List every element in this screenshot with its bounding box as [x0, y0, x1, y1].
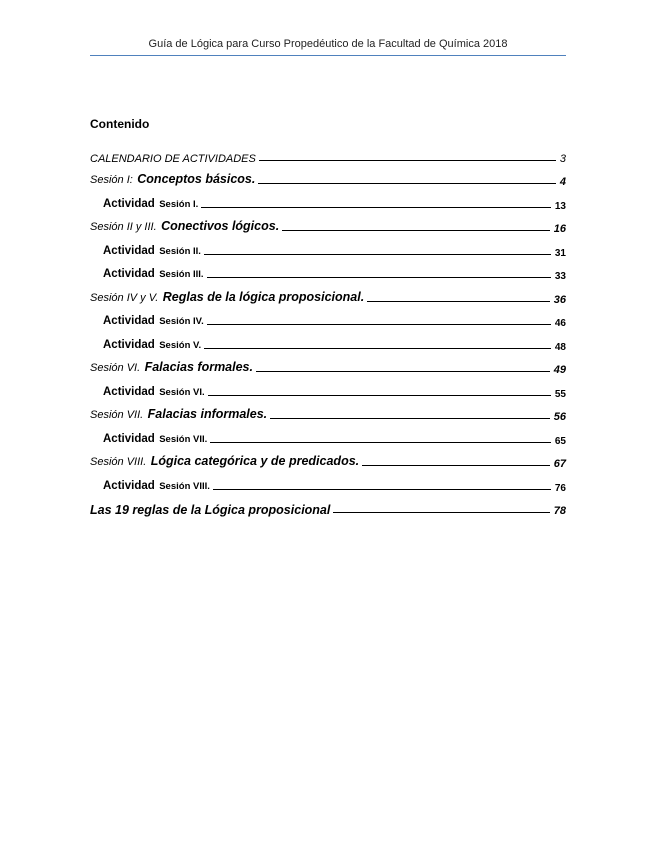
- toc-page-number: 65: [554, 435, 566, 447]
- toc-entry-label: CALENDARIO DE ACTIVIDADES: [90, 152, 256, 165]
- toc-entry-actividad-5[interactable]: [90, 329, 566, 353]
- activity-word: Actividad: [103, 338, 155, 351]
- toc-page-number: 46: [554, 318, 566, 329]
- toc-page-number: 48: [554, 341, 566, 353]
- session-title: Reglas de la lógica proposicional.: [162, 289, 365, 304]
- toc-entry-sesion-5[interactable]: [90, 400, 566, 424]
- toc-page-number: 55: [554, 388, 566, 400]
- toc-entry-sesion-3[interactable]: [90, 282, 566, 306]
- toc-entry-label: [103, 476, 210, 494]
- toc-entry-actividad-8[interactable]: [90, 470, 566, 494]
- toc-page-number: 67: [553, 458, 566, 470]
- header-rule: [90, 55, 566, 56]
- toc-leader: [256, 371, 550, 372]
- toc-entry-actividad-7[interactable]: [90, 423, 566, 447]
- activity-session: Sesión V.: [159, 339, 202, 351]
- toc-entry-actividad-4[interactable]: [90, 306, 566, 330]
- toc-entry-sesion-4[interactable]: [90, 353, 566, 377]
- toc-leader: [201, 207, 551, 208]
- activity-session: Sesión III.: [159, 269, 204, 280]
- toc-leader: [362, 465, 550, 466]
- activity-word: Actividad: [103, 385, 155, 398]
- session-prefix: Sesión I:: [90, 174, 133, 186]
- toc-entry-label: [90, 217, 279, 235]
- toc-entry-label: [103, 264, 204, 282]
- toc-entry-reglas[interactable]: [90, 494, 566, 518]
- toc-page-number: 4: [559, 176, 566, 188]
- session-prefix: Sesión VIII.: [90, 456, 147, 468]
- toc-leader: [210, 442, 551, 443]
- toc-entry-actividad-6[interactable]: [90, 376, 566, 400]
- toc-entry-label: [103, 335, 201, 353]
- toc-entry-label: [90, 288, 364, 306]
- toc-entry-actividad-1[interactable]: [90, 188, 566, 212]
- toc-entry-label: [103, 311, 204, 329]
- activity-session: Sesión VIII.: [159, 480, 210, 492]
- toc-entry-label: [103, 241, 201, 259]
- toc-page-number: 36: [553, 293, 566, 306]
- toc-page-number: 76: [554, 482, 566, 494]
- session-prefix: Sesión VII.: [90, 409, 144, 421]
- toc-leader: [270, 418, 550, 419]
- page-header: Guía de Lógica para Curso Propedéutico de la Facultad de Química 2018: [148, 38, 508, 50]
- activity-session: Sesión I.: [159, 198, 199, 210]
- activity-word: Actividad: [103, 432, 155, 445]
- toc-entry-label: Las 19 reglas de la Lógica proposicional: [90, 503, 331, 517]
- toc-entry-sesion-1[interactable]: [90, 165, 566, 189]
- toc-entry-label: [90, 405, 267, 423]
- toc-entry-label: [103, 194, 198, 212]
- toc-page-number: 3: [559, 152, 566, 165]
- toc-leader: [282, 230, 550, 231]
- activity-session: Sesión VII.: [159, 433, 208, 445]
- toc-leader: [207, 324, 551, 325]
- activity-word: Actividad: [103, 315, 155, 327]
- toc-leader: [259, 160, 556, 161]
- session-title: Conectivos lógicos.: [161, 219, 280, 233]
- toc-leader: [204, 254, 551, 255]
- toc-entry-label: [90, 358, 253, 376]
- activity-word: Actividad: [103, 268, 155, 280]
- toc-heading: Contenido: [90, 117, 150, 131]
- session-title: Lógica categórica y de predicados.: [150, 454, 360, 468]
- activity-session: Sesión II.: [159, 245, 201, 257]
- toc-entry-label: [103, 429, 207, 447]
- toc-leader: [333, 512, 549, 513]
- activity-session: Sesión VI.: [159, 386, 205, 398]
- toc-leader: [207, 277, 551, 278]
- activity-session: Sesión IV.: [159, 316, 204, 327]
- toc-entry-sesion-6[interactable]: [90, 447, 566, 471]
- session-prefix: Sesión IV y V.: [90, 291, 159, 304]
- session-title: Falacias informales.: [147, 407, 268, 421]
- toc-page-number: 16: [553, 223, 566, 235]
- toc-entry-label: [90, 170, 255, 188]
- toc-entry-sesion-2[interactable]: [90, 212, 566, 236]
- toc-leader: [204, 348, 551, 349]
- toc-leader: [208, 395, 551, 396]
- toc-entry-label: [90, 452, 359, 470]
- session-title: Falacias formales.: [144, 360, 253, 374]
- activity-word: Actividad: [103, 479, 155, 492]
- toc-page-number: 49: [553, 364, 566, 376]
- session-prefix: Sesión VI.: [90, 362, 141, 374]
- activity-word: Actividad: [103, 244, 155, 257]
- toc-page-number: 31: [554, 247, 566, 259]
- toc-page-number: 13: [554, 200, 566, 212]
- session-title: Conceptos básicos.: [137, 172, 256, 186]
- toc-page-number: 33: [554, 271, 566, 282]
- session-prefix: Sesión II y III.: [90, 221, 157, 233]
- toc-entry-actividad-3[interactable]: [90, 259, 566, 283]
- table-of-contents: [90, 117, 566, 517]
- toc-page-number: 56: [553, 411, 566, 423]
- toc-leader: [258, 183, 556, 184]
- toc-entry-label: [103, 382, 205, 400]
- activity-word: Actividad: [103, 197, 155, 210]
- toc-leader: [367, 301, 550, 302]
- toc-page-number: 78: [553, 505, 566, 517]
- toc-entry-calendario[interactable]: [90, 141, 566, 165]
- toc-entry-actividad-2[interactable]: [90, 235, 566, 259]
- toc-leader: [213, 489, 551, 490]
